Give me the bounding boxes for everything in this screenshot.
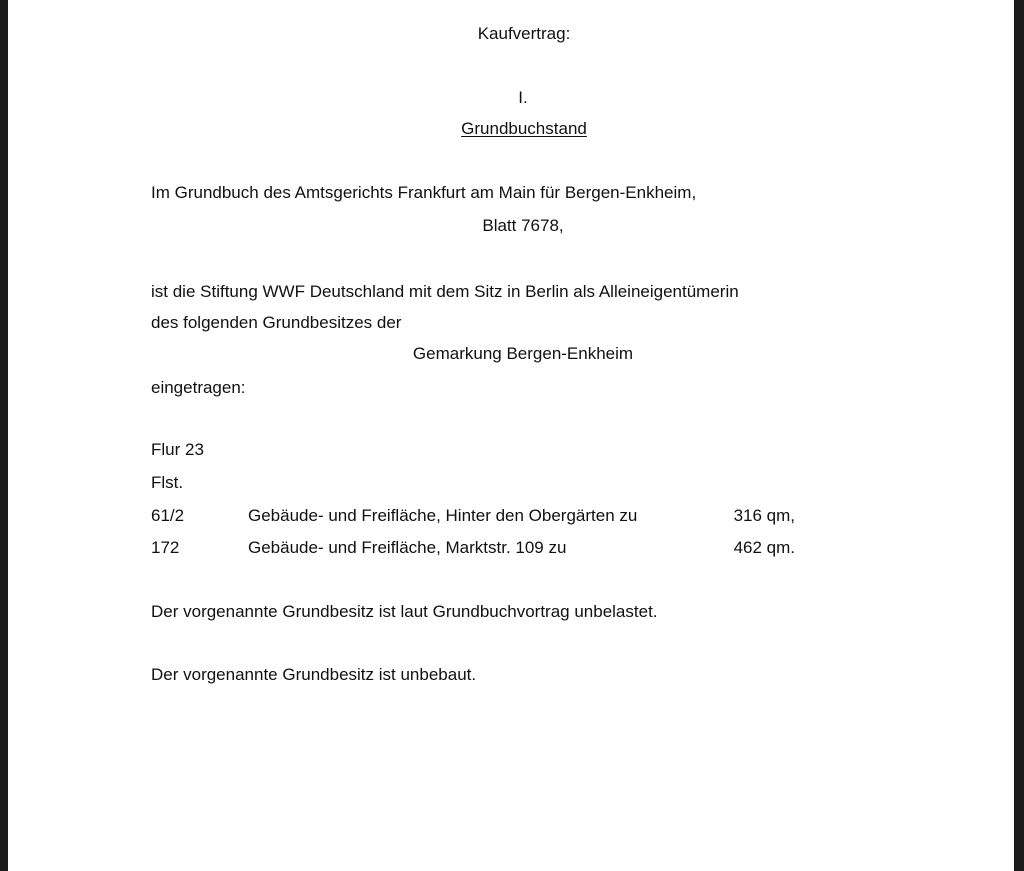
parcel-area: 462 qm. [733,538,795,557]
parcel-description: Gebäude- und Freifläche, Marktstr. 109 zu [248,538,567,557]
section-heading: Grundbuchstand [461,119,587,138]
parcel-description: Gebäude- und Freifläche, Hinter den Obergärten zu [248,506,638,525]
registered-line: eingetragen: [151,378,246,397]
statement-unencumbered: Der vorgenannte Grundbesitz ist laut Grundbuchvortrag unbelastet. [151,602,658,621]
flur-line: Flur 23 [151,440,204,459]
blatt-line: Blatt 7678, [482,216,564,235]
section-number: I. [518,88,528,107]
owner-line: ist die Stiftung WWF Deutschland mit dem Sitz in Berlin als Alleineigentümerin [151,282,739,301]
parcel-number: 61/2 [151,506,185,525]
parcel-area: 316 qm, [733,506,795,525]
property-line: des folgenden Grundbesitzes der [151,313,402,332]
parcel-number: 172 [151,538,180,557]
document-title: Kaufvertrag: [477,24,571,43]
statement-unbuilt: Der vorgenannte Grundbesitz ist unbebaut. [151,665,477,684]
intro-line: Im Grundbuch des Amtsgerichts Frankfurt am Main für Bergen-Enkheim, [151,183,697,202]
document-page [8,0,1014,871]
gemarkung-line: Gemarkung Bergen-Enkheim [412,344,634,363]
flst-label: Flst. [151,473,184,492]
